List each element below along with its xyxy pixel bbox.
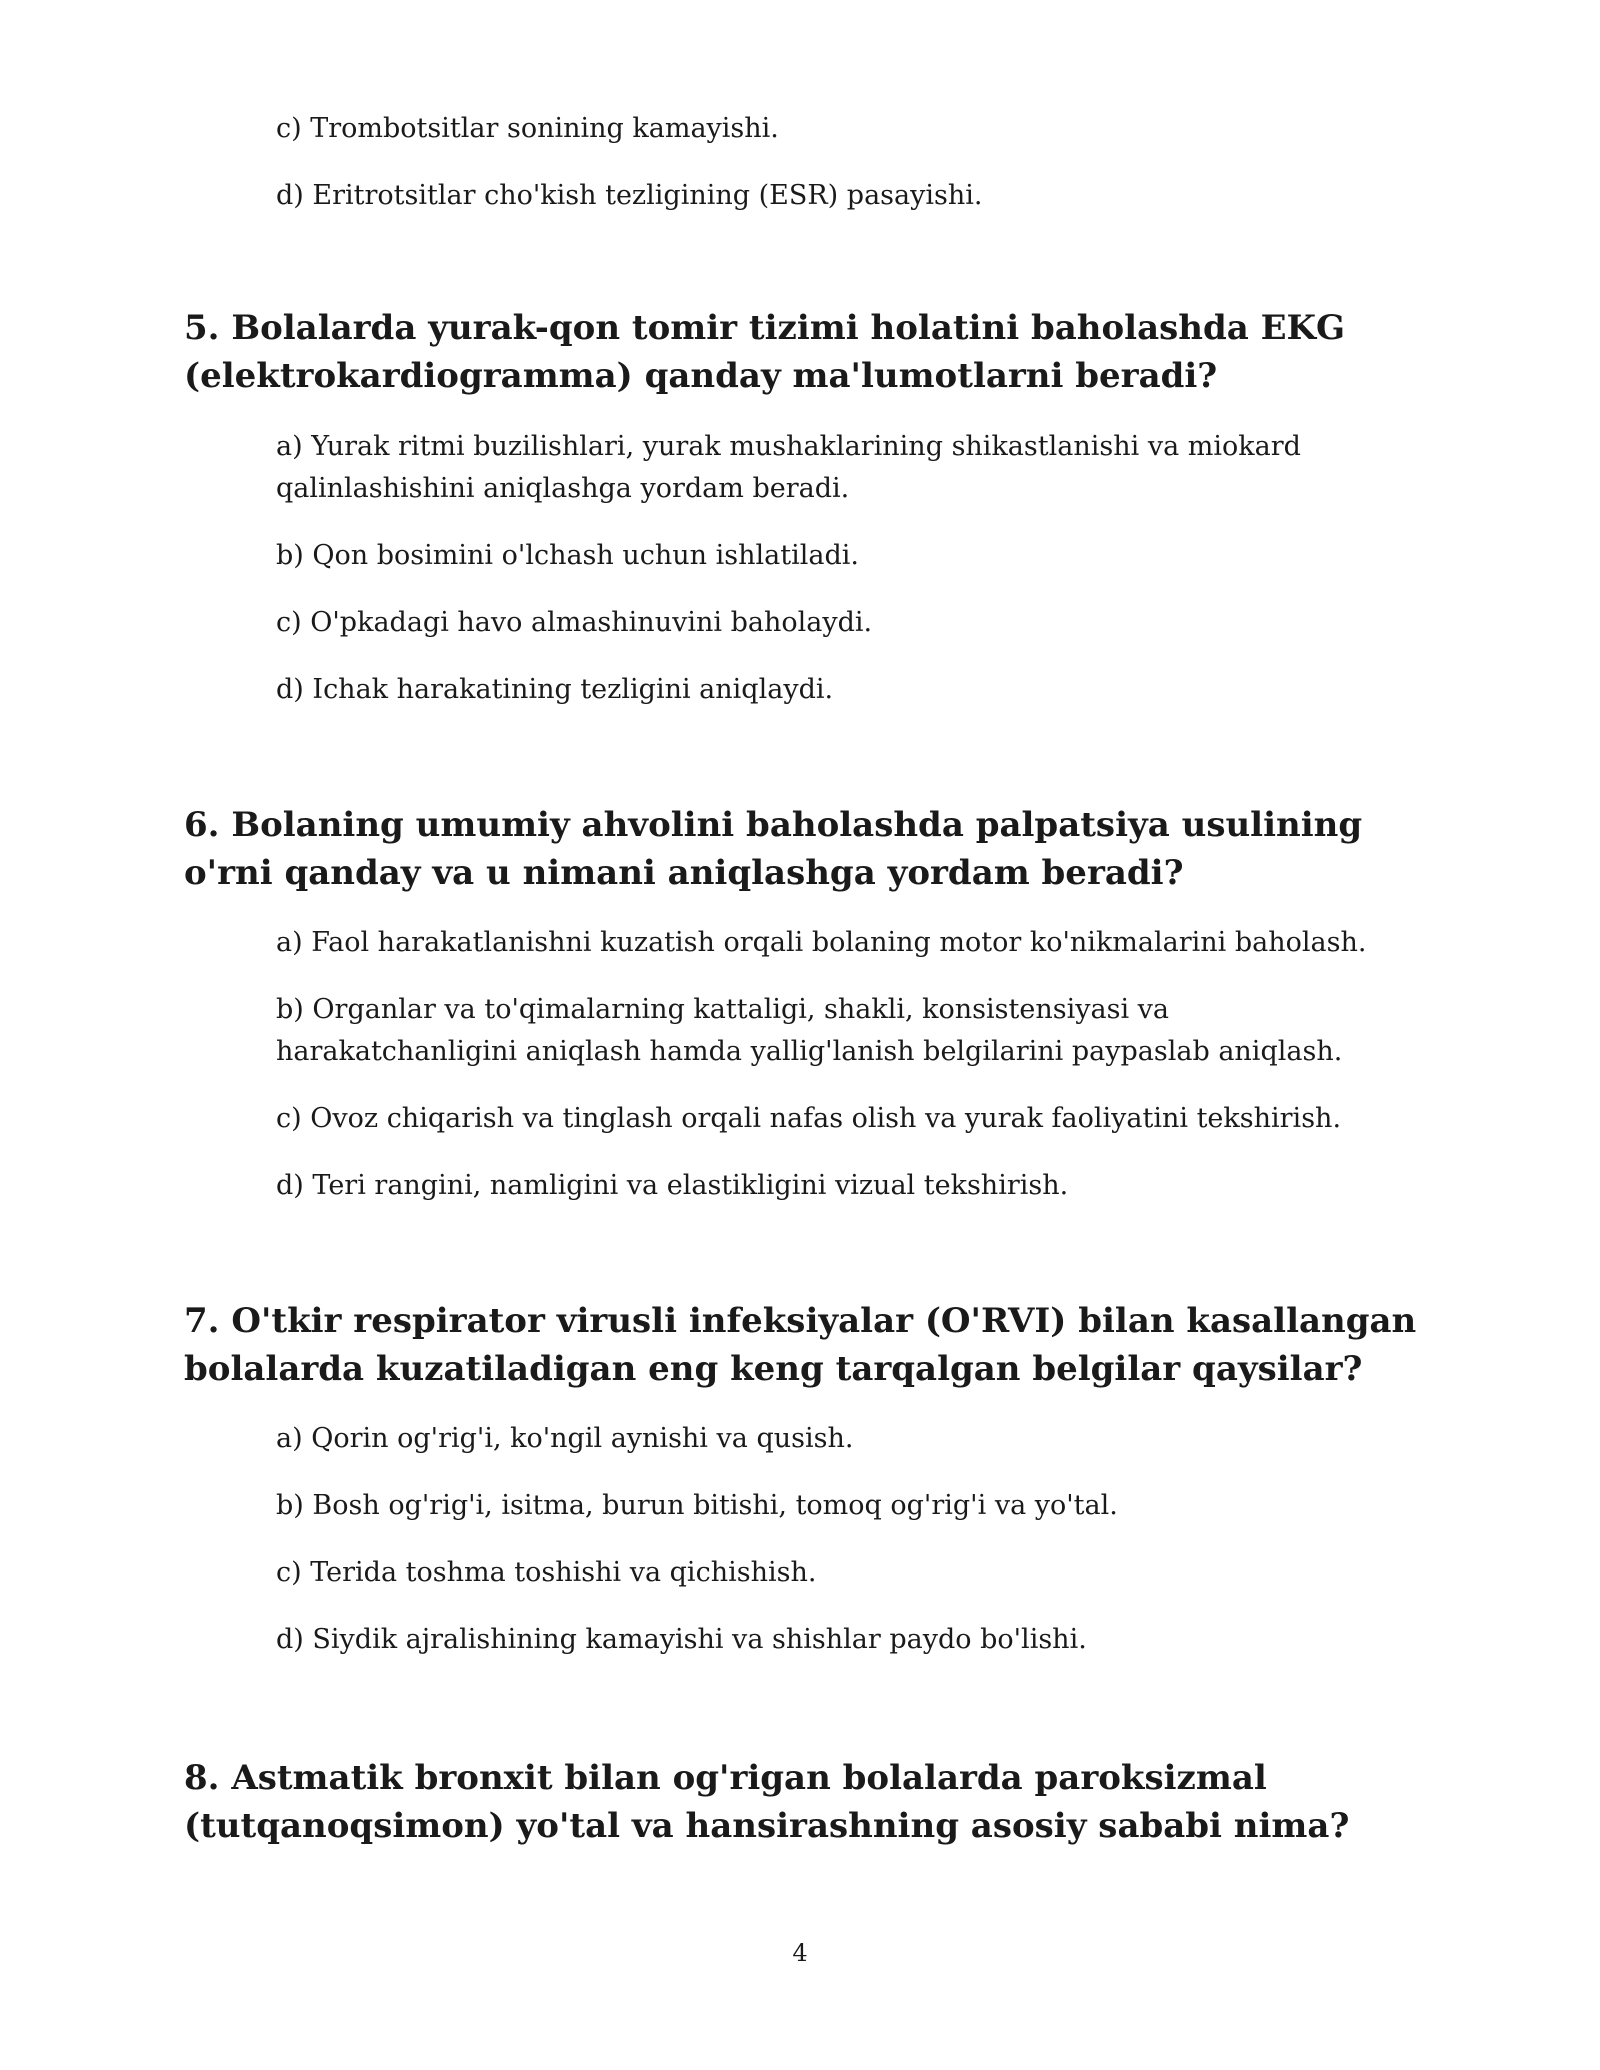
question-5-option-d: d) Ichak harakatining tezligini aniqlaydi. <box>276 674 834 705</box>
question-5-option-a: a) Yurak ritmi buzilishlari, yurak mushaklarining shikastlanishi va miokard qalinlashishini aniqlashga yordam beradi. <box>276 431 1301 504</box>
option-top-c: c) Trombotsitlar sonining kamayishi. <box>276 113 779 144</box>
option-top-d: d) Eritrotsitlar cho'kish tezligining (ESR) pasayishi. <box>276 180 983 211</box>
question-7-option-c: c) Terida toshma toshishi va qichishish. <box>276 1557 817 1588</box>
question-6-option-d: d) Teri rangini, namligini va elastikligini vizual tekshirish. <box>276 1170 1069 1201</box>
question-7-option-a: a) Qorin og'rig'i, ko'ngil aynishi va qusish. <box>276 1423 854 1454</box>
question-5-option-b: b) Qon bosimini o'lchash uchun ishlatiladi. <box>276 540 859 571</box>
question-5: 5. Bolalarda yurak-qon tomir tizimi holatini baholashda EKG (elektrokardiogramma) qanday ma'lumotlarni beradi? <box>184 308 1346 396</box>
question-6-option-c: c) Ovoz chiqarish va tinglash orqali nafas olish va yurak faoliyatini tekshirish. <box>276 1103 1342 1134</box>
question-7-option-b: b) Bosh og'rig'i, isitma, burun bitishi, tomoq og'rig'i va yo'tal. <box>276 1490 1118 1521</box>
question-5-option-c: c) O'pkadagi havo almashinuvini baholaydi. <box>276 607 873 638</box>
question-6-option-b: b) Organlar va to'qimalarning kattaligi, shakli, konsistensiyasi va harakatchanligini aniqlash hamda yallig'lanish belgilarini paypaslab aniqlash. <box>276 994 1343 1067</box>
question-7: 7. O'tkir respirator virusli infeksiyalar (O'RVI) bilan kasallangan bolalarda kuzatiladigan eng keng tarqalgan belgilar qaysilar? <box>184 1301 1417 1389</box>
page-number: 4 <box>792 1939 808 1967</box>
question-6-option-a: a) Faol harakatlanishni kuzatish orqali bolaning motor ko'nikmalarini baholash. <box>276 927 1367 958</box>
question-8: 8. Astmatik bronxit bilan og'rigan bolalarda paroksizmal (tutqanoqsimon) yo'tal va hansirashning asosiy sababi nima? <box>184 1758 1350 1846</box>
question-7-option-d: d) Siydik ajralishining kamayishi va shishlar paydo bo'lishi. <box>276 1624 1087 1655</box>
question-6: 6. Bolaning umumiy ahvolini baholashda palpatsiya usulining o'rni qanday va u nimani aniqlashga yordam beradi? <box>184 805 1363 893</box>
